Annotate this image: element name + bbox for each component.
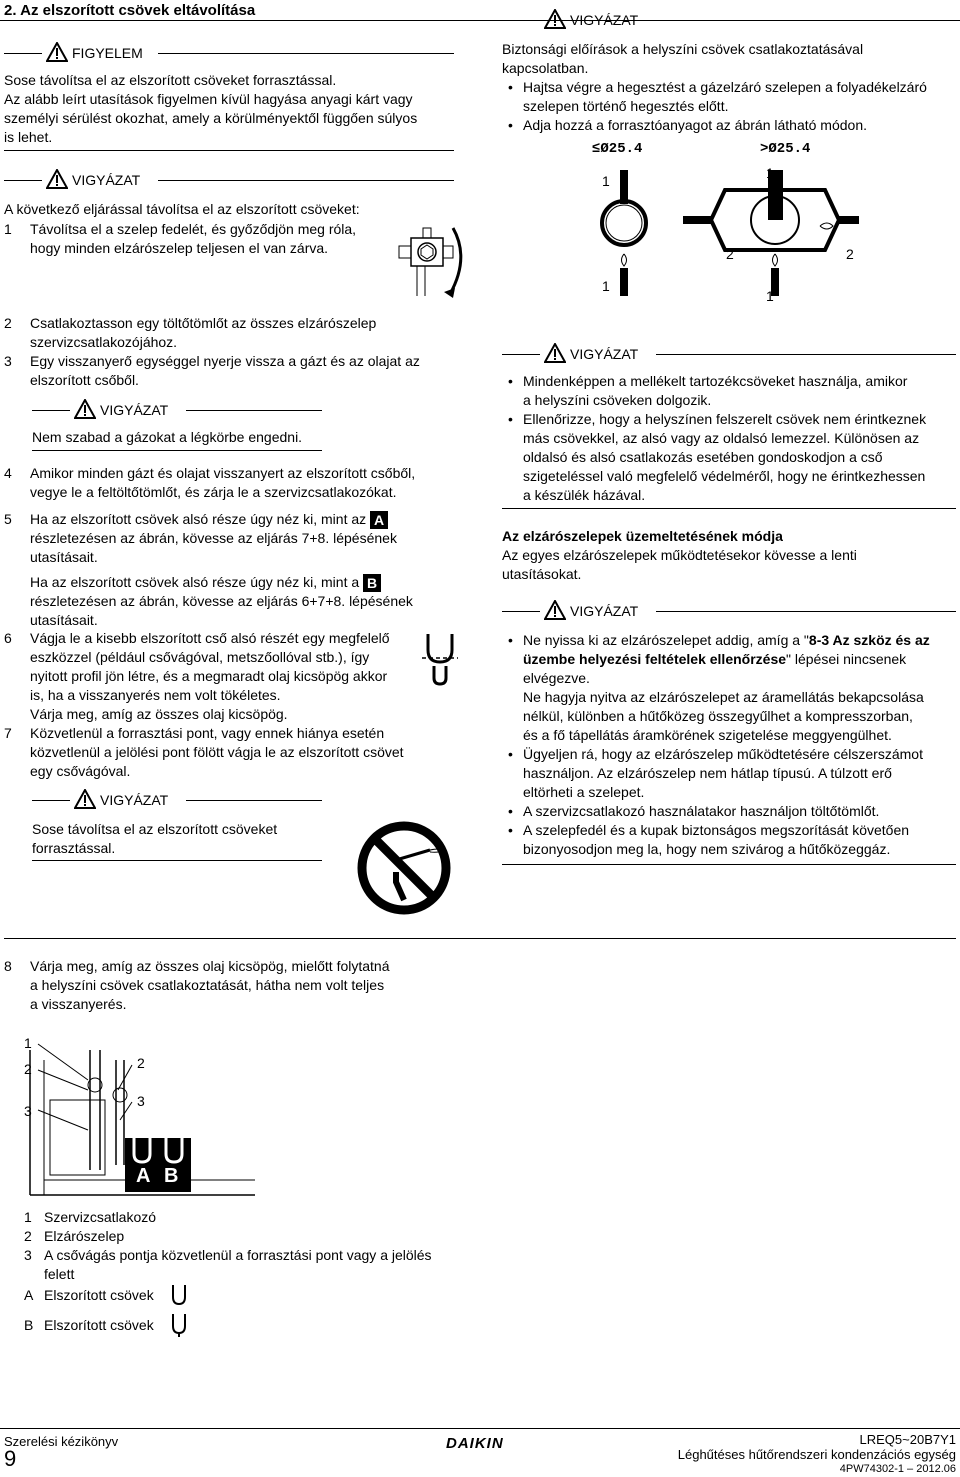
fig-label-2: 2 [24,1061,32,1077]
caution-label: VIGYÁZAT [570,12,639,28]
box-a-label: A [370,511,388,529]
footer-rule [0,1428,960,1429]
step-number: 5 [4,511,12,527]
unit-figure [0,1030,260,1200]
step-number: 7 [4,725,12,741]
caution-rule-right [656,354,956,355]
caution-end-rule [502,864,956,865]
legend: 1 Szervizcsatlakozó 2 Elzárószelep 3 A csővágás pontja közvetlenül a forrasztási pont vagy a jelölés felett A Elszorított csövek B Elszorított csövek [24,1209,432,1333]
caution-label: VIGYÁZAT [100,792,169,808]
warning-text: Sose távolítsa el az elszorított csöveket forrasztással. Az alább leírt utasítások figyelmen kívül hagyása anyagi kárt vagy személyi sérülést okozhat, amely a körülményektől függően súlyos is lehet. [4,72,418,145]
bullet-text: Adja hozzá a forrasztóanyagot az ábrán látható módon. [523,117,867,133]
caution-rule-left [32,800,70,801]
section-title: 2. Az elszorított csövek eltávolítása [4,2,256,19]
step-text: Várja meg, amíg az összes olaj kicsöpög, mielőtt folytatná a helyszíni csövek csatlakoztatását, hátha nem volt teljes a visszanyerés. [30,958,390,1012]
caution-rule-left [4,180,42,181]
bullet: • [508,746,513,762]
caution-triangle-icon [544,343,566,363]
caution-rule-right [186,800,322,801]
step-text: Közvetlenül a forrasztási pont, vagy ennek hiánya esetén közvetlenül a jelölési pont fölött vágja le az elszorított csövet egy csővágóval. [30,725,404,779]
step-text: Egy visszanyerő egységgel nyerje vissza a gázt és az olajat az elszorított csőből. [30,353,420,388]
pipe-cut-icon [420,632,460,688]
caution-intro: A következő eljárással távolítsa el az elszorított csöveket: [4,201,360,217]
caution-label: VIGYÁZAT [72,172,141,188]
fig-label-2b: 2 [137,1055,145,1071]
step-text: Vágja le a kisebb elszorított cső alsó részét egy megfelelő eszközzel (például csővágóval, metszőollóval stb.), így nyitott profil jön létre, és a megmaradt olaj kicsöpög akkor is, ha a visszanyerés nem volt tökéletes. Várja meg, amíg az összes olaj kicsöpög. [30,630,390,722]
caution-end-rule [32,860,322,861]
brazing-label: 2 [846,246,854,262]
caution-triangle-icon [74,789,96,809]
bullet: • [508,411,513,427]
warning-rule-right [158,53,454,54]
warning-end-rule [4,150,454,151]
bullet: • [508,632,513,648]
caution-text: Nem szabad a gázokat a légkörbe engedni. [32,429,303,445]
caution-label: VIGYÁZAT [100,402,169,418]
box-b-label: B [363,574,381,592]
step-text: Távolítsa el a szelep fedelét, és győződjön meg róla, hogy minden elzárószelep teljesen el van zárva. [30,221,357,256]
footer-doc-title: Szerelési kézikönyv [4,1434,119,1449]
step-number: 4 [4,465,12,481]
bullet-text: Mindenképpen a mellékelt tartozékcsöveket használja, amikor a helyszíni csöveken dolgozik. [523,373,908,408]
step-text: Ha az elszorított csövek alsó része úgy néz ki, mint az A részletezésen az ábrán, kövesse az eljárás 7+8. lépésének utasításait. [30,511,397,566]
step-text: Amikor minden gázt és olajat visszanyert az elszorított csőből, vegye le a feltöltőtömlőt, és zárja le a szervizcsatlakozókat. [30,465,416,500]
caution-rule-right [656,611,956,612]
brazing-label: 1 [766,165,774,181]
bullet-text: Ellenőrizze, hogy a helyszínen felszerelt csövek nem érintkeznek más csövekkel, az alsó vagy az oldalsó lemezzel. Különösen az oldalsó és alsó csatlakozás esetében gondoskodjon a cső szigeteléssel való megfelelő védelméről, hogy ne érintkezhessen a készülék házával. [523,411,927,503]
warning-label: FIGYELEM [72,45,143,61]
caution-rule-left [502,354,540,355]
caution-rule-left [32,410,70,411]
warning-triangle-icon [46,42,68,62]
caution-triangle-icon [74,399,96,419]
caution-end-rule [502,508,956,509]
brazing-label: 1 [602,173,610,189]
step-number: 1 [4,221,12,237]
page-number: 9 [4,1446,17,1471]
pipe-b-icon [170,1312,188,1338]
step-text: Ha az elszorított csövek alsó része úgy néz ki, mint a B részletezésen az ábrán, kövesse az eljárás 6+7+8. lépésének utasításait. [30,574,413,629]
operation-title: Az elzárószelepek üzemeltetésének módja [502,528,783,544]
caution-end-rule [32,450,322,451]
caution-triangle-icon [544,9,566,29]
bullet: • [508,803,513,819]
brand-logo: DAIKIN [446,1435,504,1452]
caution-text: Biztonsági előírások a helyszíni csövek csatlakoztatásával kapcsolatban. [502,41,864,76]
bullet-text: A szervizcsatlakozó használatakor használjon töltőtömlőt. [523,803,880,819]
diameter-left: ≤Ø25.4 [592,141,643,157]
caution-rule-right [158,180,454,181]
brazing-label: 1 [766,288,774,304]
bullet: • [508,117,513,133]
warning-rule-left [4,53,42,54]
bullet: • [508,79,513,95]
step-text: Csatlakoztasson egy töltőtömlőt az összes elzárószelep szervizcsatlakozójához. [30,315,377,350]
pipe-a-icon [170,1283,188,1307]
valve-figure [395,218,470,300]
caution-rule-right [656,20,956,21]
step-number: 2 [4,315,12,331]
step-number: 8 [4,958,12,974]
caution-label: VIGYÁZAT [570,603,639,619]
brazing-label: 1 [602,278,610,294]
bullet-text: A szelepfedél és a kupak biztonságos megszorítását követően bizonyosodjon meg la, hogy nem szivárog a hűtőközeggáz. [523,822,910,857]
bullet-text: Ügyeljen rá, hogy az elzárószelep működtetésére célszerszámot használjon. Az elzárószelep nem hátlap típusú. A túlzott erő eltörheti a szelepet. [523,746,923,800]
fig-label-3: 3 [24,1103,32,1119]
bullet-text: Ne nyissa ki az elzárószelepet addig, amíg a "8-3 Az szköz és az üzembe helyezési feltételek ellenőrzése" lépései nincsenek elvégezve. Ne hagyja nyitva az elzárószelepet az áramellátás bekapcsolása nélkül, különben a hűtőközeg összegyűlhet a kompresszorban, és a fő tápellátás áramkörének szigetelése meggyengülhet. [523,632,930,743]
fig-label-1: 1 [24,1035,32,1051]
fig-box-a: A [136,1165,151,1187]
no-torch-icon [356,820,452,916]
caution-text: Sose távolítsa el az elszorított csöveket forrasztással. [32,821,278,856]
footer-right: LREQ5~20B7Y1 Léghűtéses hűtőrendszeri kondenzációs egység 4PW74302-1 – 2012.06 [677,1432,956,1475]
bullet: • [508,373,513,389]
caution-rule-left [502,611,540,612]
caution-rule-left [502,20,540,21]
bullet: • [508,822,513,838]
caution-triangle-icon [544,600,566,620]
brazing-label: 2 [726,246,734,262]
caution-label: VIGYÁZAT [570,346,639,362]
brazing-figure [575,160,875,300]
fig-box-b: B [164,1165,179,1187]
section-separator [4,938,956,939]
caution-triangle-icon [46,169,68,189]
caution-rule-right [186,410,322,411]
operation-text: Az egyes elzárószelepek működtetésekor kövesse a lenti utasításokat. [502,547,857,582]
step-number: 6 [4,630,12,646]
diameter-right: >Ø25.4 [760,141,811,157]
bullet-text: Hajtsa végre a hegesztést a gázelzáró szelepen a folyadékelzáró szelepen történő hegesztés előtt. [523,79,927,114]
fig-label-3b: 3 [137,1093,145,1109]
step-number: 3 [4,353,12,369]
